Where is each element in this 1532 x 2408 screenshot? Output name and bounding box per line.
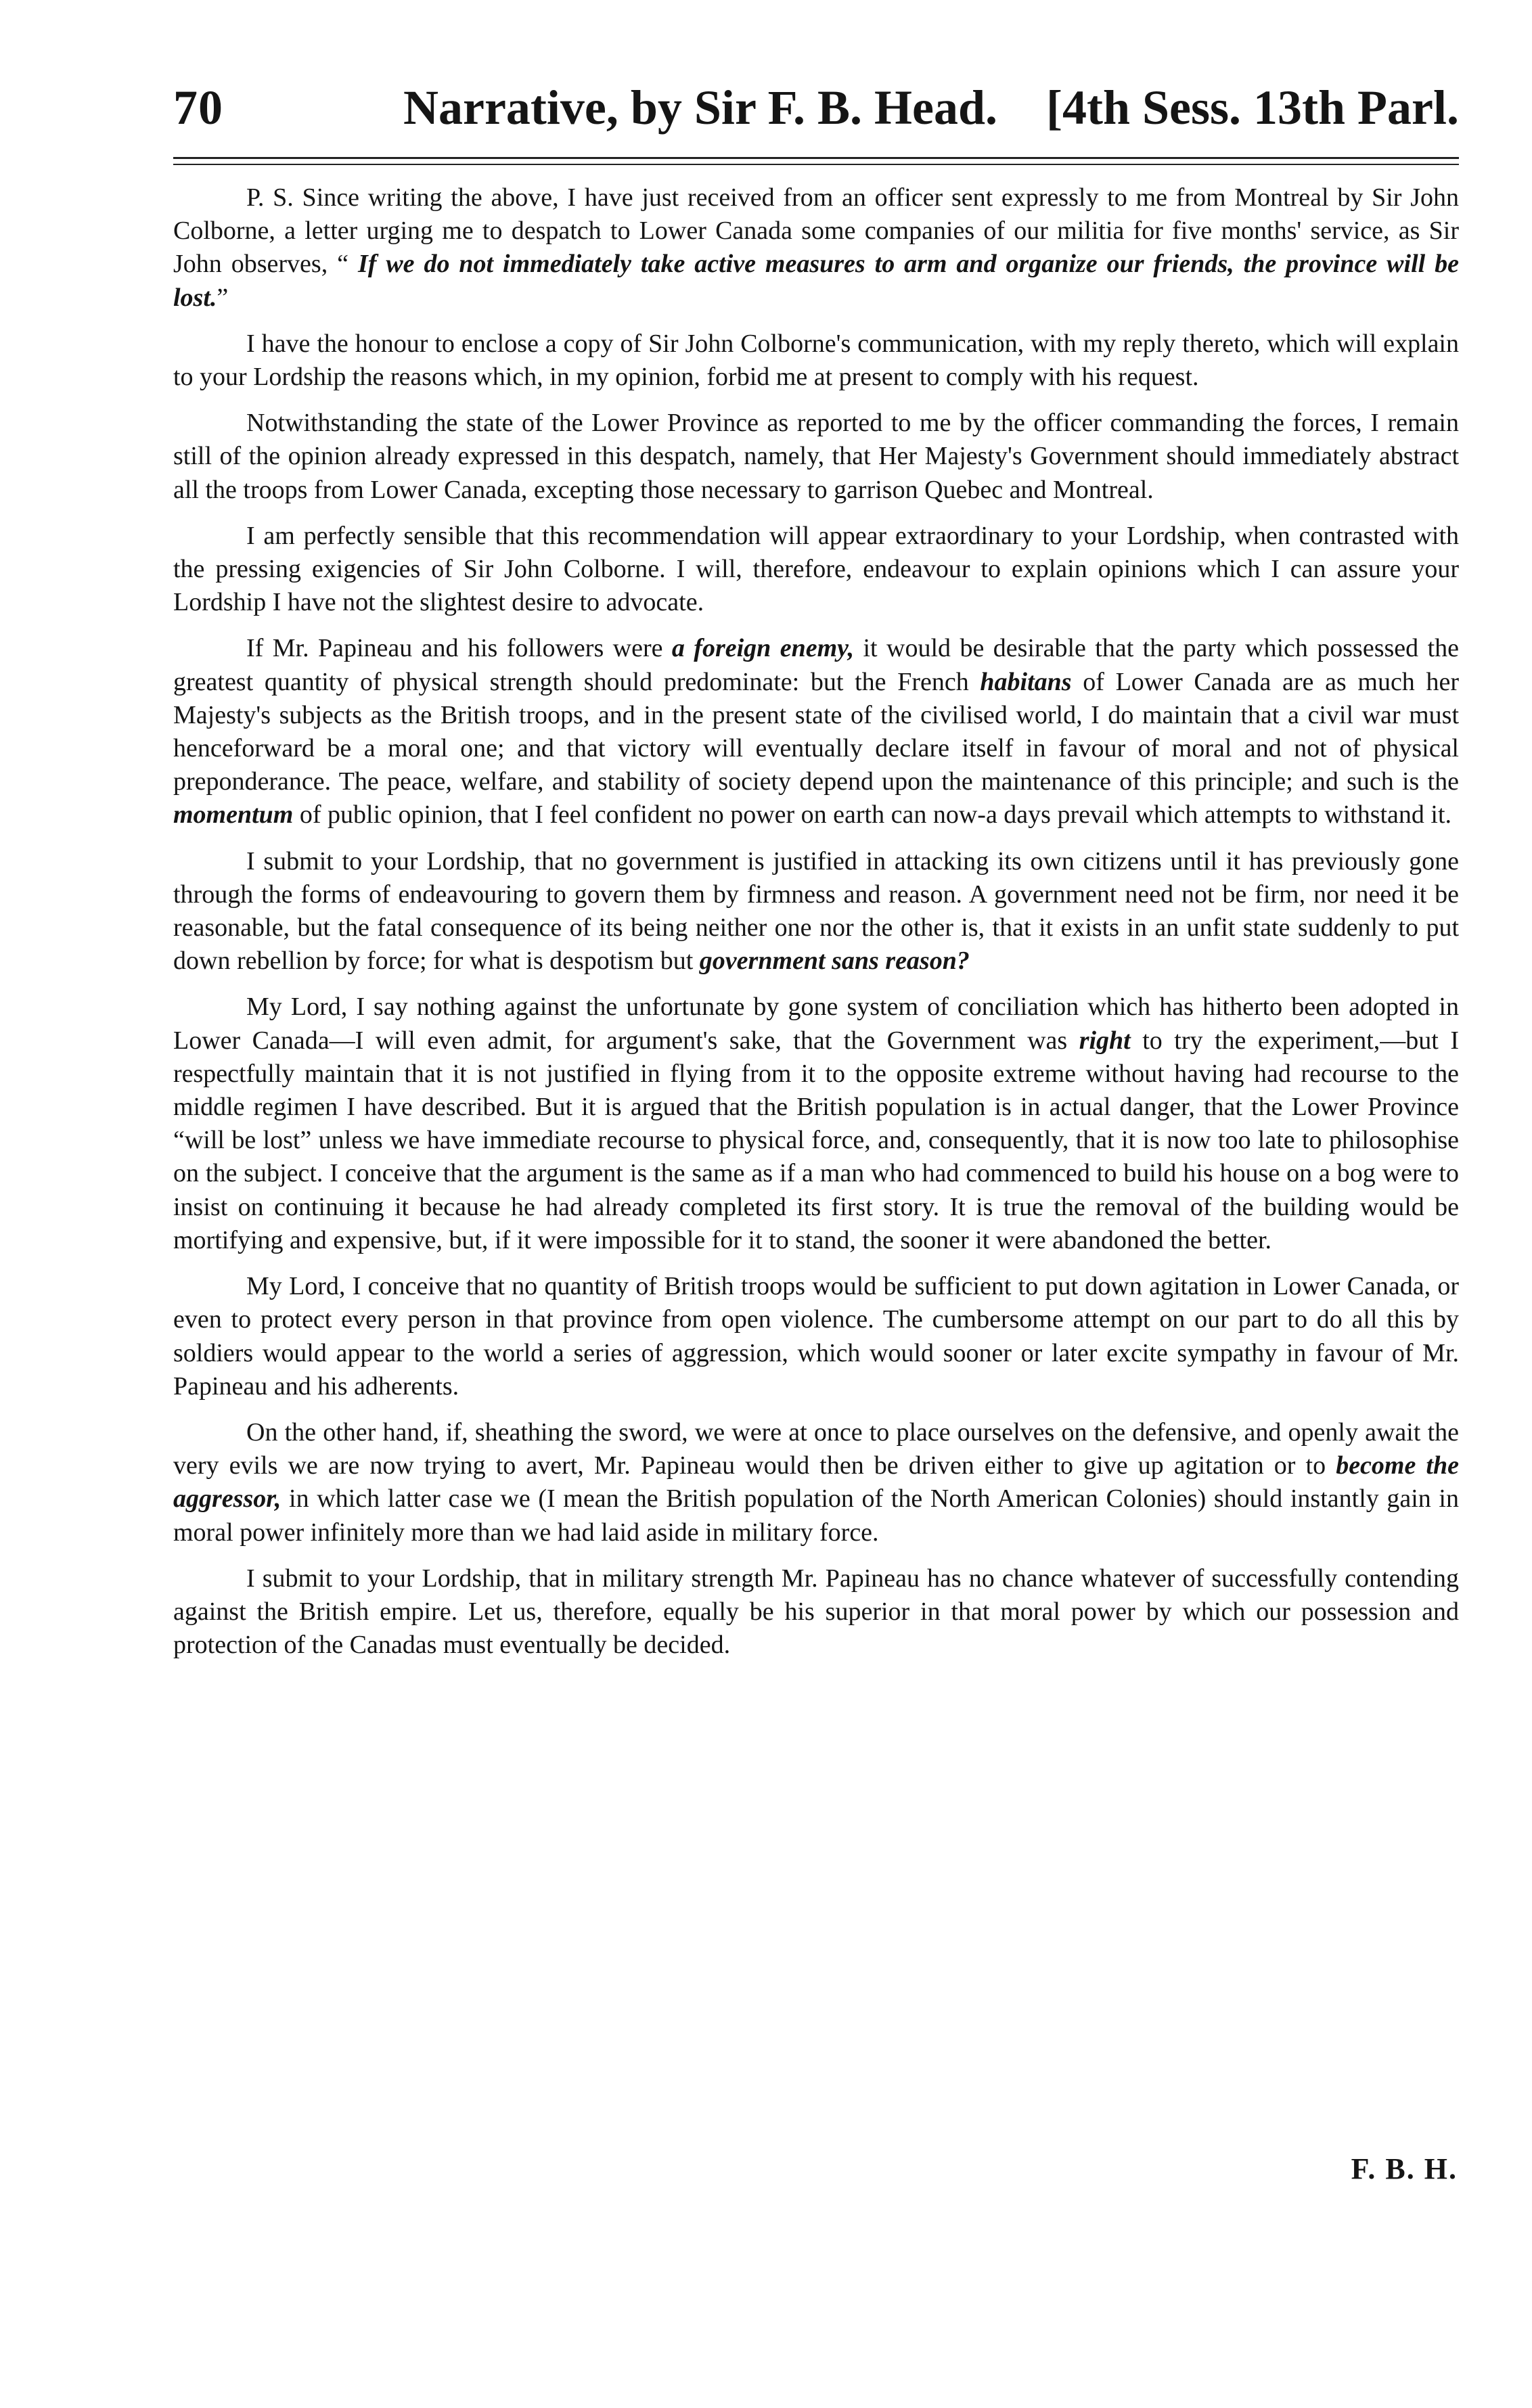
paragraph: I have the honour to enclose a copy of Sir John Colborne's communication, with my reply thereto, which will explain to your Lordship the reasons which, in my opinion, forbid me at present to comply with his request. xyxy=(173,329,1459,392)
body-text xyxy=(173,181,1459,1675)
paragraph: My Lord, I say nothing against the unfortunate by gone system of conciliation which has hitherto been adopted in Lower Canada—I will even admit, for argument's sake, that the Government was right to try the experiment,—but I respectfully maintain that it is not justified in flying from it to the opposite extreme without having had recourse to the middle regimen I have described. But it is argued that the British population is in actual danger, that the Lower Province “will be lost” unless we have immediate recourse to physical force, and, consequently, that it is now too late to philosophise on the subject. I conceive that the argument is the same as if a man who had commenced to build his house on a bog were to insist on continuing it because he had already completed its first story. It is true the removal of the building would be mortifying and expensive, but, if it were impossible for it to stand, the sooner it were abandoned the better. xyxy=(173,993,1459,1254)
header-rule-secondary xyxy=(173,164,1459,165)
header-rule xyxy=(173,157,1459,159)
signature: F. B. H. xyxy=(1351,2152,1458,2185)
quotation-italic: If we do not immediately take active measures to arm and organize our friends, the province will be lost. xyxy=(173,250,1459,312)
paragraph: I submit to your Lordship, that no government is justified in attacking its own citizens until it has previously gone through the forms of endeavouring to govern them by firmness and reason. A government need not be firm, nor need it be reasonable, but the fatal consequence of its being neither one nor the other is, that it exists in an unfit state suddenly to put down rebellion by force; for what is despotism but government sans reason? xyxy=(173,846,1459,976)
emphasis-italic: become the aggressor, xyxy=(173,1451,1459,1514)
paragraph: If Mr. Papineau and his followers were a foreign enemy, it would be desirable that the party which possessed the greatest quantity of physical strength should predominate: but the French habitans of Lower Canada are as much her Majesty's subjects as the British troops, and in the present state of the civilised world, I do maintain that a civil war must henceforward be a moral one; and that victory will eventually declare itself in favour of moral and not of physical preponderance. The peace, welfare, and stability of society depend upon the maintenance of this principle; and such is the momentum of public opinion, that I feel confident no power on earth can now-a days prevail which attempts to withstand it. xyxy=(173,634,1459,830)
paragraph: I am perfectly sensible that this recommendation will appear extraordinary to your Lordship, when contrasted with the pressing exigencies of Sir John Colborne. I will, therefore, endeavour to explain opinions which I can assure your Lordship I have not the slightest desire to advocate. xyxy=(173,521,1459,617)
paragraph: My Lord, I conceive that no quantity of British troops would be sufficient to put down agitation in Lower Canada, or even to protect every person in that province from open violence. The cumbersome attempt on our part to do all this by soldiers would appear to the world a series of aggression, which would sooner or later excite sympathy in favour of Mr. Papineau and his adherents. xyxy=(173,1272,1459,1401)
running-title: Narrative, by Sir F. B. Head. xyxy=(403,81,997,135)
paragraph-postscript: P. S. Since writing the above, I have just received from an officer sent expressly to me from Montreal by Sir John Colborne, a letter urging me to despatch to Lower Canada some companies of our militia for five months' service, as Sir John observes, “ If we do not immediately take active measures to arm and organize our friends, the province will be lost.” xyxy=(173,183,1459,312)
emphasis-italic: right xyxy=(1079,1026,1131,1055)
paragraph: Notwithstanding the state of the Lower Province as reported to me by the officer commanding the forces, I remain still of the opinion already expressed in this despatch, namely, that Her Majesty's Government should immediately abstract all the troops from Lower Canada, excepting those necessary to garrison Quebec and Montreal. xyxy=(173,409,1459,504)
emphasis-italic: habitans xyxy=(980,667,1072,696)
paragraph: On the other hand, if, sheathing the sword, we were at once to place ourselves on the defensive, and openly await the very evils we are now trying to avert, Mr. Papineau would then be driven either to give up agitation or to become the aggressor, in which latter case we (I mean the British population of the North American Colonies) should instantly gain in moral power infinitely more than we had laid aside in military force. xyxy=(173,1417,1459,1547)
running-header xyxy=(173,68,1459,142)
paragraph: I submit to your Lordship, that in military strength Mr. Papineau has no chance whatever of successfully contending against the British empire. Let us, therefore, equally be his superior in that moral power by which our possession and protection of the Canadas must eventually be decided. xyxy=(173,1564,1459,1660)
page-number: 70 xyxy=(173,81,223,135)
session-label: [4th Sess. 13th Parl. xyxy=(1046,81,1459,135)
emphasis-italic: government sans reason? xyxy=(699,947,970,976)
emphasis-italic: a foreign enemy, xyxy=(671,634,855,663)
emphasis-italic: momentum xyxy=(173,800,294,830)
